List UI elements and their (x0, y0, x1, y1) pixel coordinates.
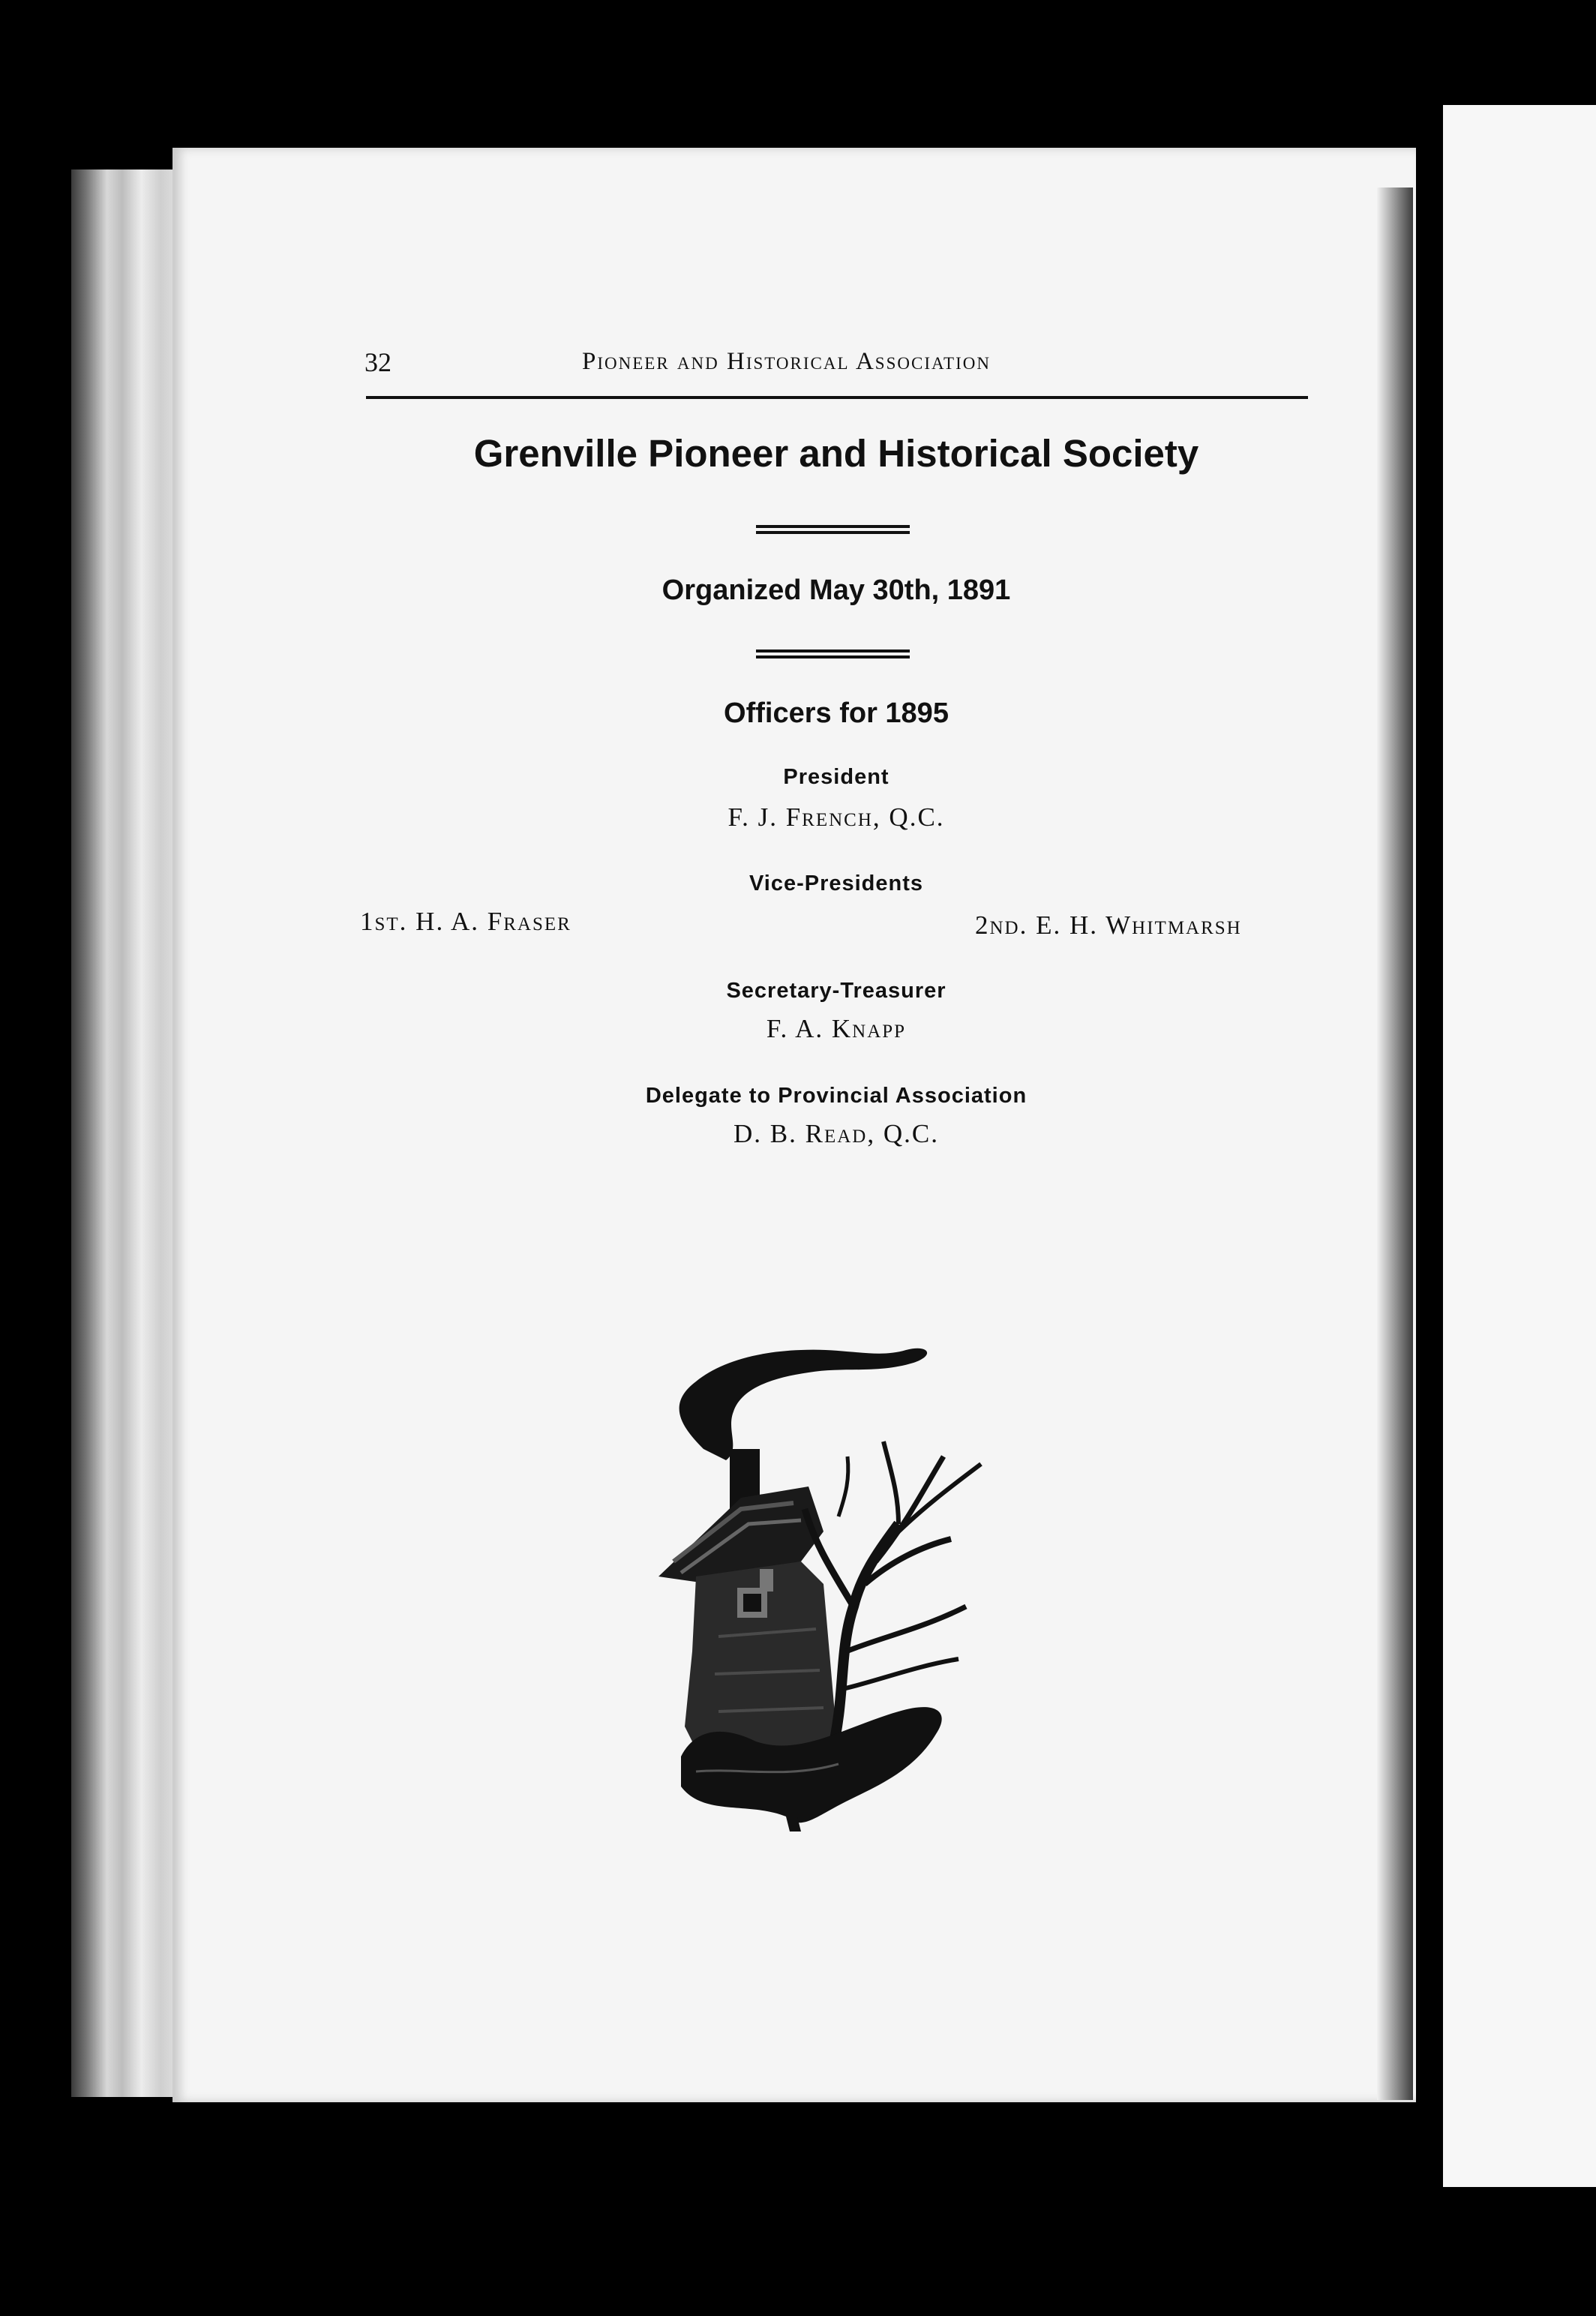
running-header (364, 342, 1308, 394)
running-title: Pioneer and Historical Association (582, 348, 991, 375)
president-name: F. J. French, Q.C. (728, 802, 945, 832)
second-vice-president: 2nd. E. H. Whitmarsh (975, 910, 1242, 940)
secretary-treasurer-label: Secretary-Treasurer (726, 979, 946, 1003)
officers-heading: Officers for 1895 (724, 698, 949, 729)
header-rule (366, 396, 1308, 399)
vice-presidents-label: Vice-Presidents (748, 872, 924, 896)
delegate-label: Delegate to Provincial Association (645, 1084, 1028, 1108)
double-rule-divider (756, 525, 910, 534)
cottage-woodcut-icon (651, 1336, 1000, 1832)
society-title: Grenville Pioneer and Historical Society (473, 432, 1199, 475)
page-gutter-shadow (1377, 188, 1413, 2100)
double-rule-divider (756, 650, 910, 658)
society-officers-section (352, 428, 1320, 1178)
organized-date: Organized May 30th, 1891 (662, 574, 1011, 606)
secretary-treasurer-name: F. A. Knapp (766, 1014, 907, 1043)
delegate-name: D. B. Read, Q.C. (734, 1119, 939, 1148)
page-number: 32 (364, 347, 392, 377)
facing-page-edge (1443, 105, 1596, 2187)
president-label: President (783, 765, 890, 789)
first-vice-president: 1st. H. A. Fraser (360, 907, 572, 936)
